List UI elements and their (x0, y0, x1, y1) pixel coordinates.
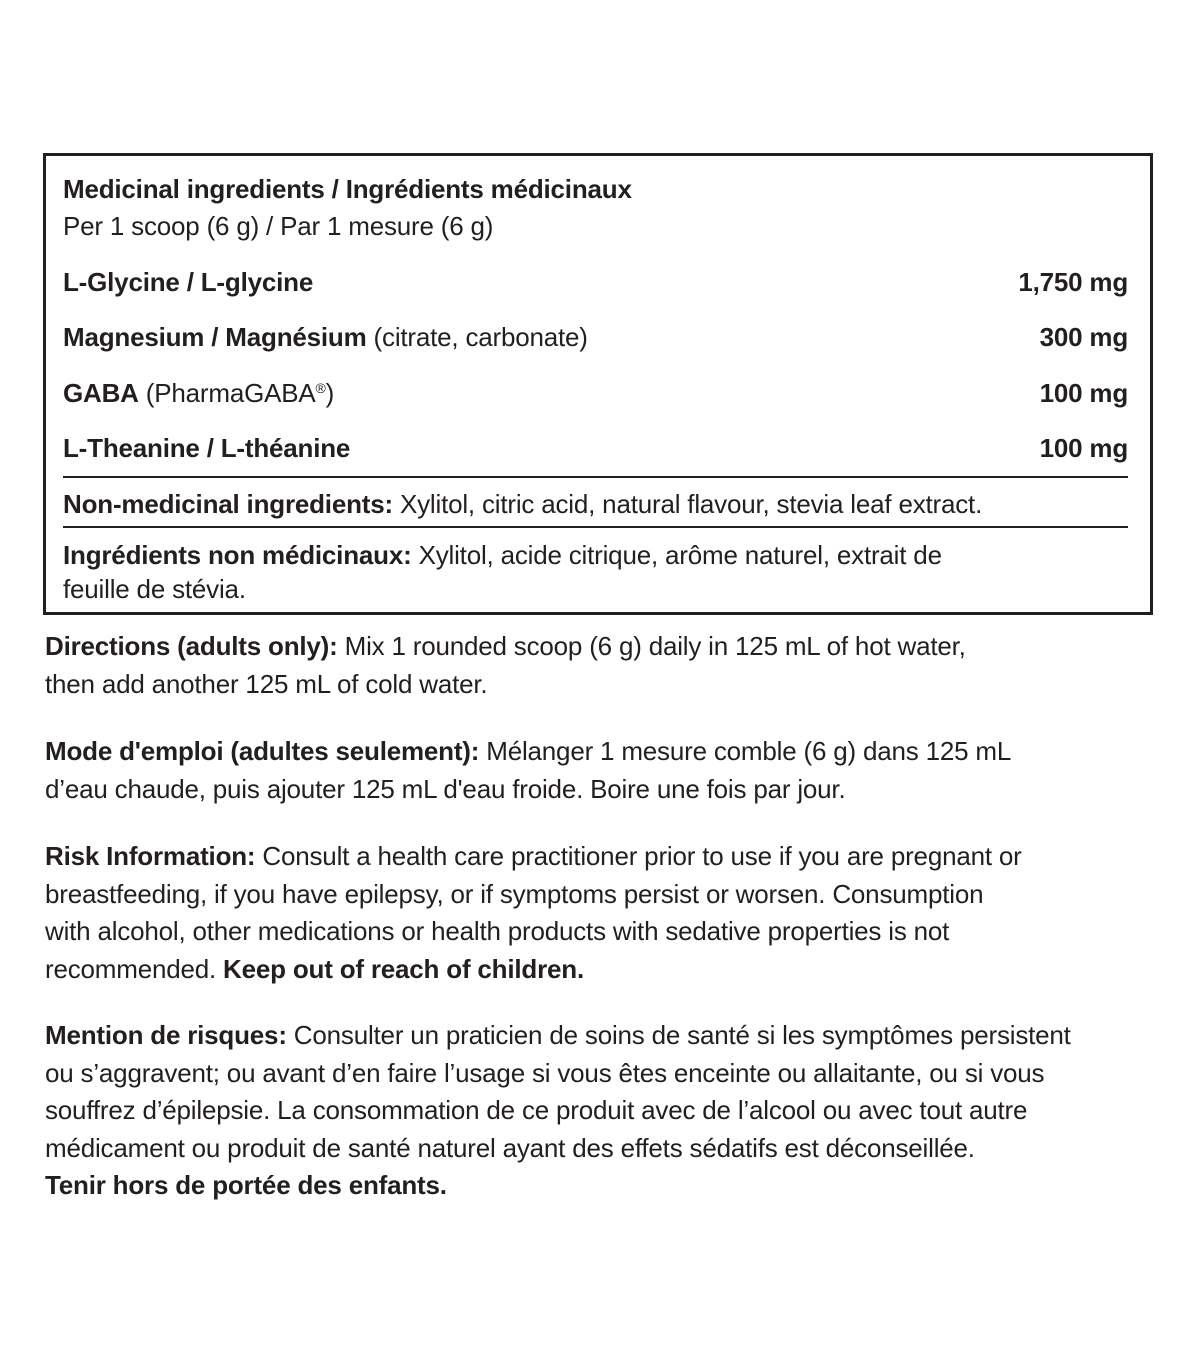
child-warning-fr: Tenir hors de portée des enfants. (45, 1170, 447, 1200)
risk-information-fr: Mention de risques: Consulter un praticien de soins de santé si les symptômes persistent ou s’aggravent; ou avant d’en faire l’usage si vous êtes enceinte ou allaitante, ou si vous souffrez d’épilepsie. La consommation de ce produit avec de l’alcool ou avec tout autre médicament ou produit de santé naturel ayant des effets sédatifs est déconseillée. Tenir hors de portée des enfants. (45, 1017, 1155, 1205)
ingredient-detail: (PharmaGABA (138, 378, 316, 408)
registered-mark: ® (315, 380, 326, 396)
ingredient-name: Magnesium / Magnésium (63, 322, 367, 352)
directions-fr: Mode d'emploi (adultes seulement): Mélanger 1 mesure comble (6 g) dans 125 mL d’eau chaude, puis ajouter 125 mL d'eau froide. Boire une fois par jour. (45, 736, 1012, 804)
ingredient-amount: 300 mg (1039, 322, 1128, 352)
ingredient-row (63, 378, 1128, 408)
ingredient-name: GABA (63, 378, 139, 408)
non-medicinal-en: Non-medicinal ingredients: Xylitol, citric acid, natural flavour, stevia leaf extract. (63, 489, 983, 519)
divider (63, 526, 1128, 528)
ingredient-detail: (citrate, carbonate) (366, 322, 588, 352)
risk-information-en: Risk Information: Consult a health care practitioner prior to use if you are pregnant or breastfeeding, if you have epilepsy, or if symptoms persist or worsen. Consumption with alcohol, other medications or health products with sedative properties is not recommended. Keep out of reach of children. (45, 841, 1022, 984)
ingredient-row (63, 267, 1128, 297)
child-warning-en: Keep out of reach of children. (223, 953, 584, 984)
non-medicinal-fr: Ingrédients non médicinaux: Xylitol, acide citrique, arôme naturel, extrait de (63, 540, 942, 570)
ingredient-name: L-Glycine / L-glycine (63, 267, 314, 297)
ingredient-row (63, 322, 1128, 352)
ingredient-row (63, 433, 1128, 463)
serving-size: Per 1 scoop (6 g) / Par 1 mesure (6 g) (63, 211, 494, 241)
ingredient-detail-end: ) (325, 378, 335, 408)
non-medicinal-fr-cont: feuille de stévia. (63, 574, 246, 604)
medicinal-heading: Medicinal ingredients / Ingrédients médicinaux (63, 174, 632, 204)
ingredient-amount: 100 mg (1039, 433, 1128, 463)
ingredient-name: L-Theanine / L-théanine (63, 433, 351, 463)
divider (63, 476, 1128, 478)
directions-en: Directions (adults only): Mix 1 rounded scoop (6 g) daily in 125 mL of hot water, then add another 125 mL of cold water. (45, 631, 966, 699)
ingredient-amount: 1,750 mg (1018, 267, 1128, 297)
ingredient-amount: 100 mg (1039, 378, 1128, 408)
ingredients-panel (43, 153, 1153, 615)
